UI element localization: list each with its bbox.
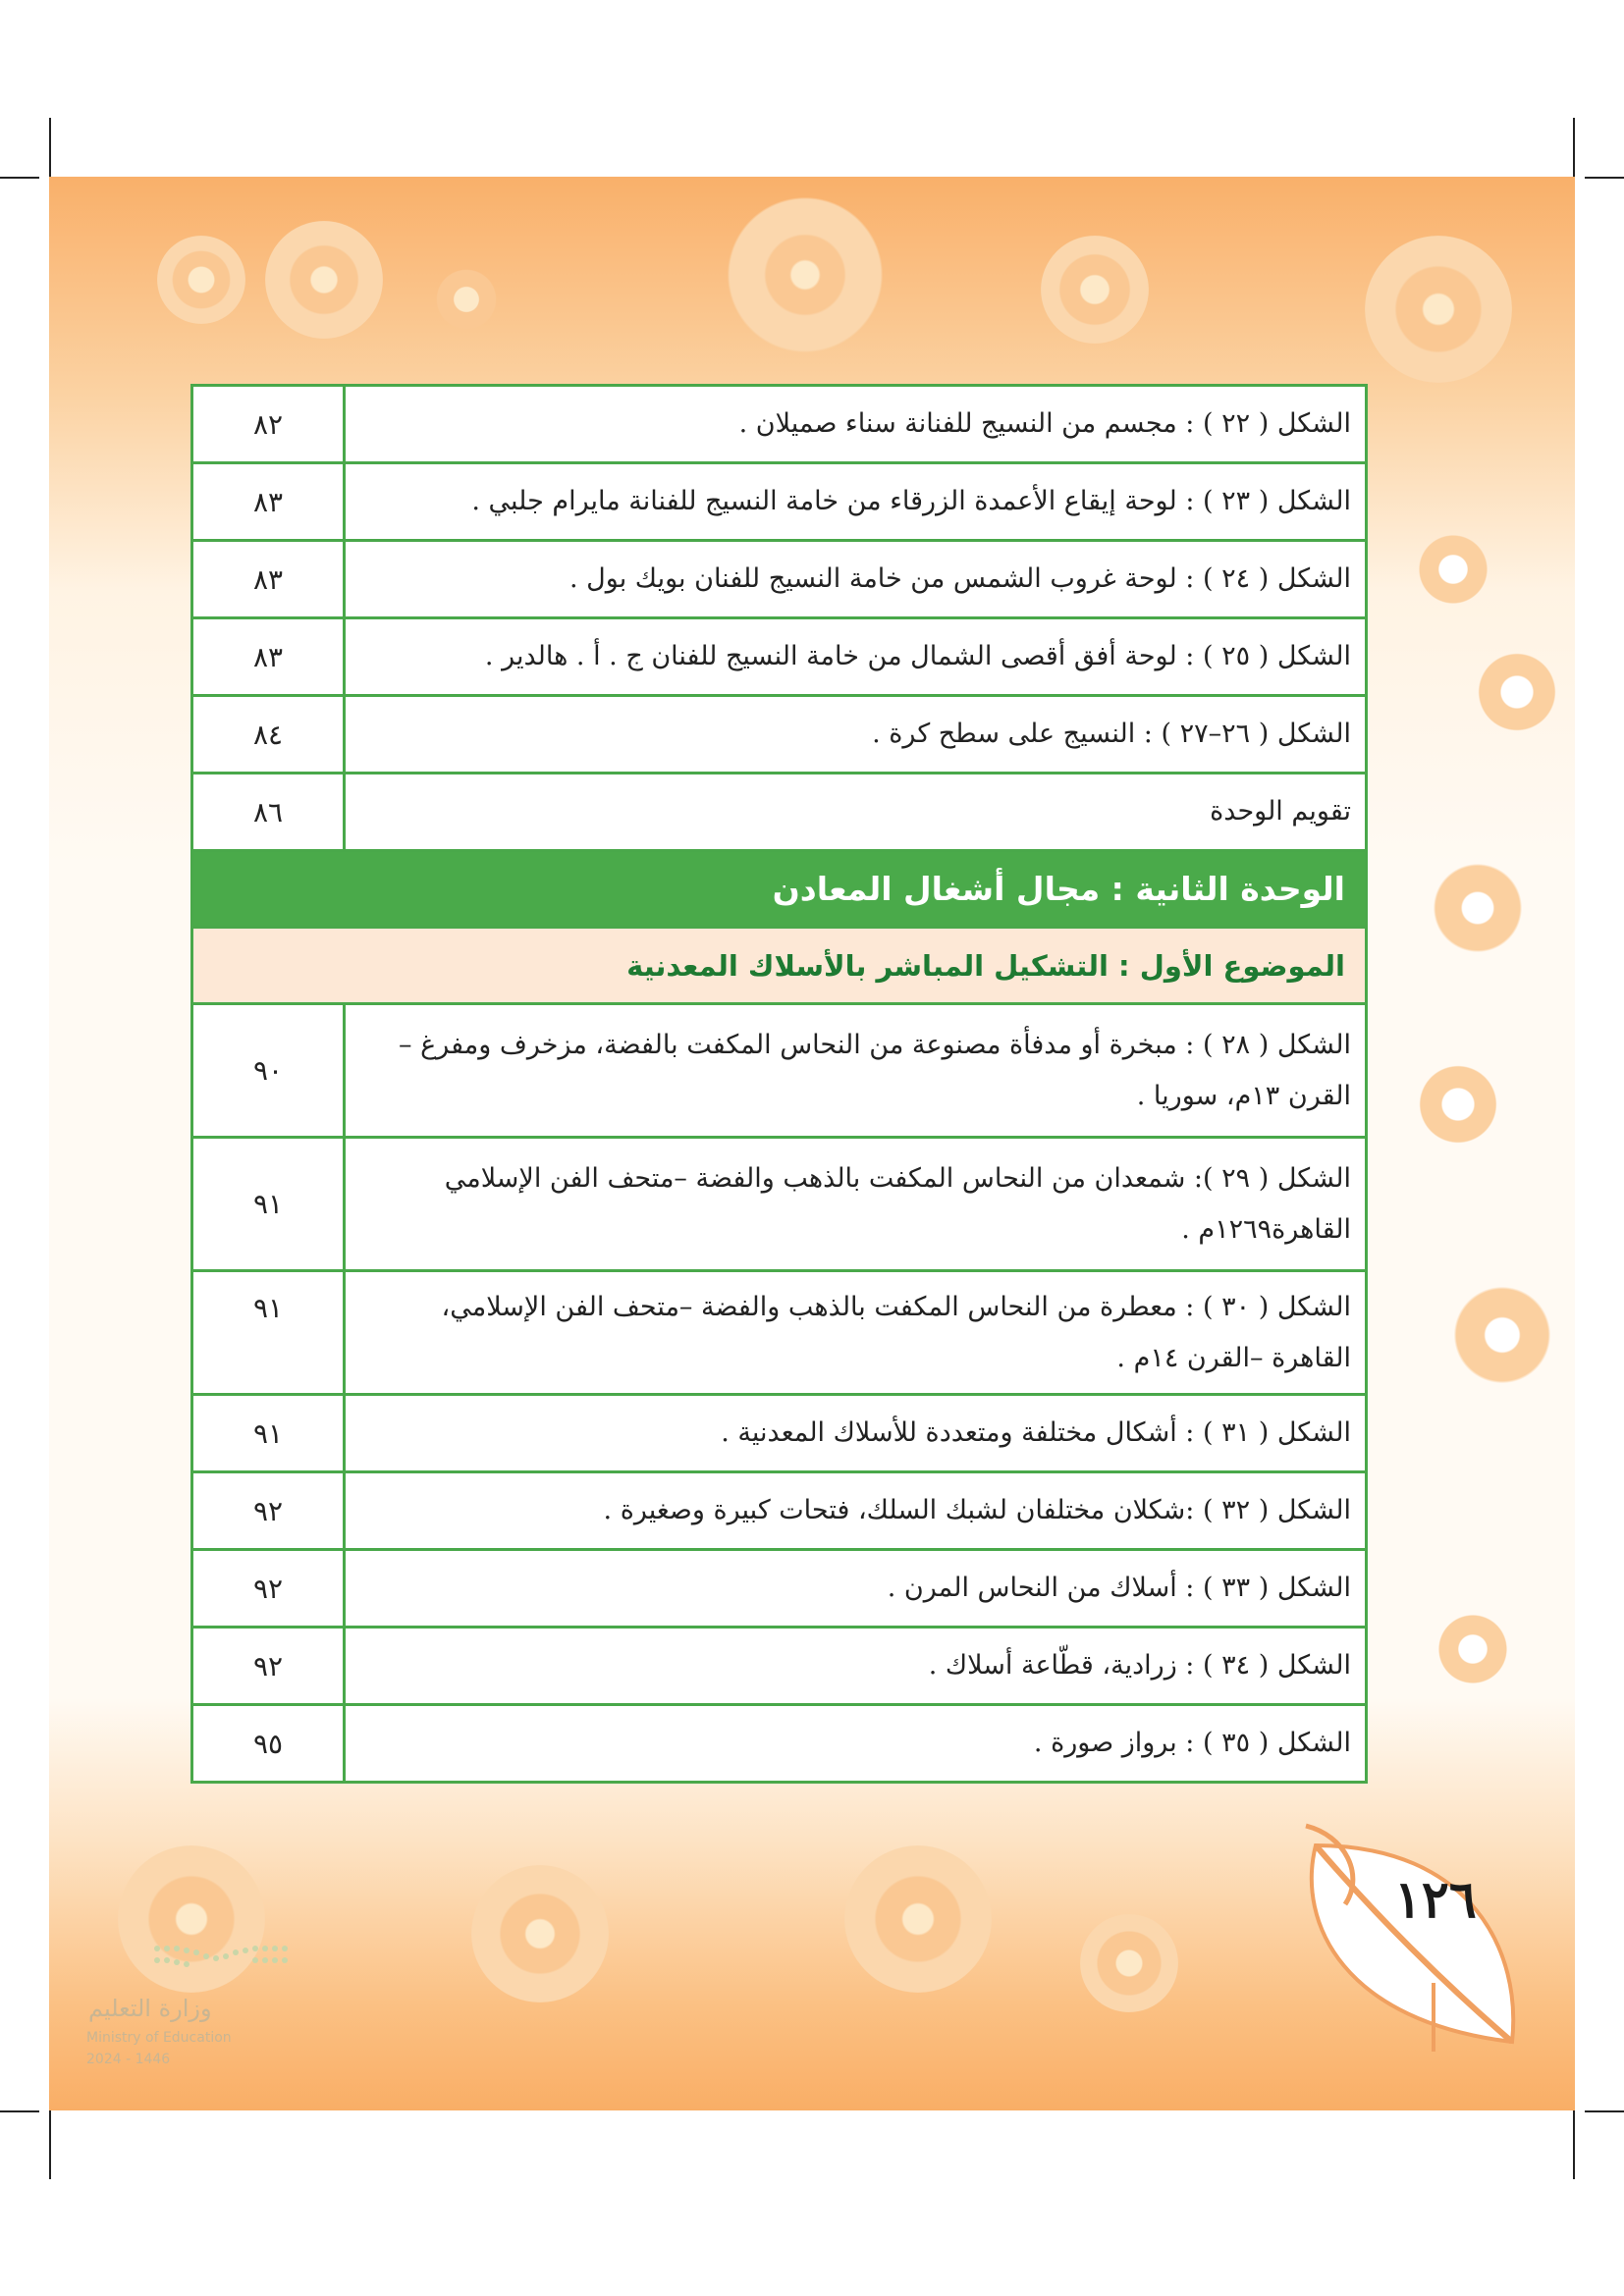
crop-mark: [1585, 2110, 1624, 2112]
ministry-year: 2024 - 1446: [86, 2052, 171, 2067]
row-description: الشكل ( ٢٤ ) : لوحة غروب الشمس من خامة النسيج للفنان بويك بول .: [345, 541, 1367, 618]
row-description: الشكل ( ٢٥ ) : لوحة أفق أقصى الشمال من خامة النسيج للفنان ج . أ . هالدير .: [345, 618, 1367, 696]
row-description: الشكل ( ٣٥ ) : برواز صورة .: [345, 1705, 1367, 1783]
crop-mark: [0, 177, 39, 179]
row-description: الشكل ( ٣٣ ) : أسلاك من النحاس المرن .: [345, 1550, 1367, 1628]
row-page: ٩١: [192, 1395, 345, 1472]
table-row: [192, 1628, 1367, 1705]
row-description: الشكل ( ٣٠ ) : معطرة من النحاس المكفت بالذهب والفضة –متحف الفن الإسلامي، القاهرة –القرن ١٤م .: [345, 1271, 1367, 1395]
ministry-logo-icon: [147, 1939, 295, 1978]
row-page: ٩٠: [192, 1004, 345, 1138]
table-row: [192, 463, 1367, 541]
row-description: الشكل ( ٢٦–٢٧ ) : النسيج على سطح كرة .: [345, 696, 1367, 774]
page-number: ١٢٦: [1394, 1870, 1477, 1930]
row-description: الشكل ( ٣٤ ) : زرادية، قطّاعة أسلاك .: [345, 1628, 1367, 1705]
row-page: ٩١: [192, 1138, 345, 1271]
contents-table: [190, 384, 1368, 1784]
row-description: الشكل ( ٣٢ ) :شكلان مختلفان لشبك السلك، فتحات كبيرة وصغيرة .: [345, 1472, 1367, 1550]
row-page: ٨٣: [192, 541, 345, 618]
topic-header-row: [192, 928, 1367, 1004]
row-description: الشكل ( ٢٢ ) : مجسم من النسيج للفنانة سناء صميلان .: [345, 386, 1367, 463]
table-row: [192, 1395, 1367, 1472]
row-description: الشكل ( ٢٩ ): شمعدان من النحاس المكفت بالذهب والفضة –متحف الفن الإسلامي القاهرة١٢٦٩م .: [345, 1138, 1367, 1271]
topic-header: الموضوع الأول : التشكيل المباشر بالأسلاك المعدنية: [192, 928, 1367, 1004]
row-page: ٨٦: [192, 774, 345, 851]
table-row: [192, 1271, 1367, 1395]
unit-header: الوحدة الثانية : مجال أشغال المعادن: [192, 851, 1367, 928]
ministry-name-en: Ministry of Education: [86, 2030, 232, 2046]
unit-header-row: [192, 851, 1367, 928]
table-row: [192, 386, 1367, 463]
row-page: ٩٢: [192, 1550, 345, 1628]
leaf-icon: [1286, 1806, 1532, 2071]
row-description: الشكل ( ٢٨ ) : مبخرة أو مدفأة مصنوعة من النحاس المكفت بالفضة، مزخرف ومفرغ –القرن ١٣م، سوريا .: [345, 1004, 1367, 1138]
table-row: [192, 618, 1367, 696]
table-row: [192, 541, 1367, 618]
row-description: الشكل ( ٢٣ ) : لوحة إيقاع الأعمدة الزرقاء من خامة النسيج للفنانة مايرام جلبي .: [345, 463, 1367, 541]
crop-mark: [0, 2110, 39, 2112]
table-row: [192, 774, 1367, 851]
row-page: ٩٢: [192, 1472, 345, 1550]
row-page: ٨٣: [192, 618, 345, 696]
table-row: [192, 1705, 1367, 1783]
row-page: ٨٣: [192, 463, 345, 541]
table-row: [192, 696, 1367, 774]
table-row: [192, 1138, 1367, 1271]
table-row: [192, 1550, 1367, 1628]
row-page: ٨٢: [192, 386, 345, 463]
row-description: الشكل ( ٣١ ) : أشكال مختلفة ومتعددة للأسلاك المعدنية .: [345, 1395, 1367, 1472]
row-page: ٩٥: [192, 1705, 345, 1783]
crop-mark: [1585, 177, 1624, 179]
row-page: ٩١: [192, 1271, 345, 1395]
table-row: [192, 1472, 1367, 1550]
row-page: ٨٤: [192, 696, 345, 774]
row-description: تقويم الوحدة: [345, 774, 1367, 851]
table-row: [192, 1004, 1367, 1138]
row-page: ٩٢: [192, 1628, 345, 1705]
ministry-name-ar: وزارة التعليم: [88, 1995, 212, 2022]
